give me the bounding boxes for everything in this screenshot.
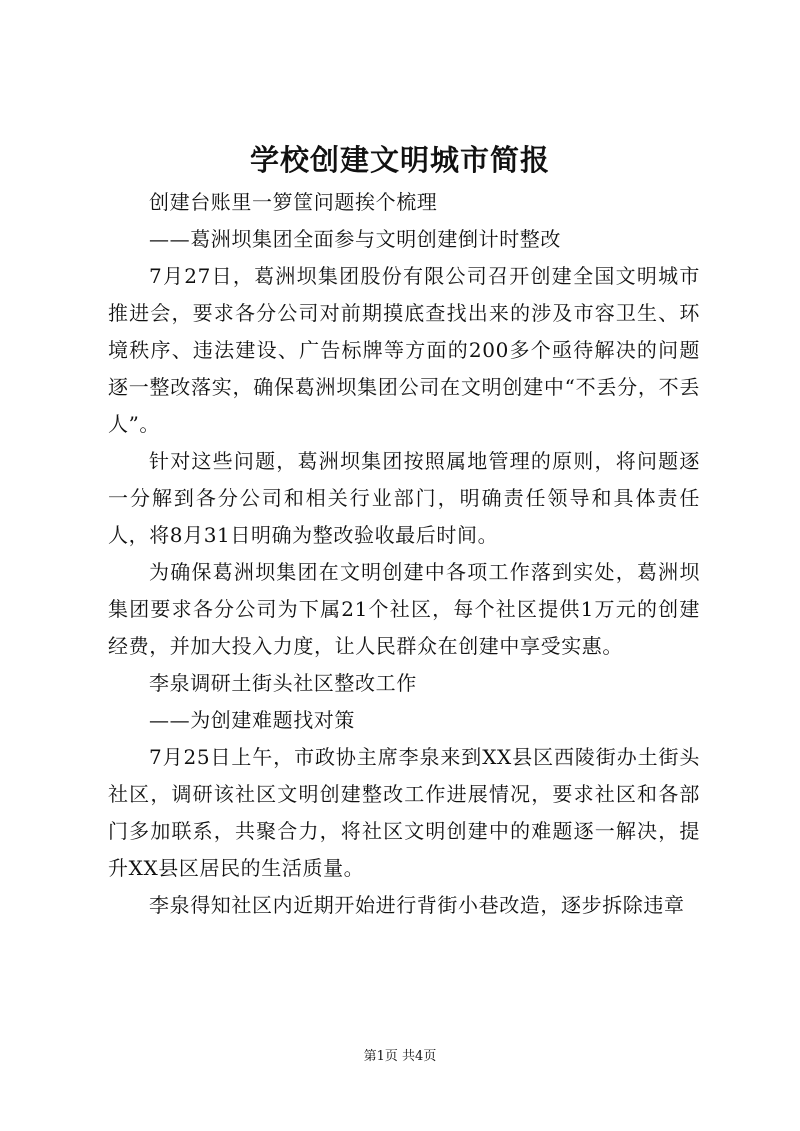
document-body <box>108 184 700 924</box>
subheading-1-sub: ——葛洲坝集团全面参与文明创建倒计时整改 <box>149 227 561 251</box>
subheading-1: 创建台账里一箩筐问题挨个梳理 <box>149 190 438 214</box>
page-footer: 第1页 共4页 <box>363 1049 437 1064</box>
paragraph: 7月27日，葛洲坝集团股份有限公司召开创建全国文明城市推进会，要求各分公司对前期摸底查找出来的涉及市容卫生、环境秩序、违法建设、广告标牌等方面的200多个亟待解决的问题逐一整改落实，确保葛洲坝集团公司在文明创建中“不丢分，不丢人”。 <box>108 264 700 436</box>
paragraph: 李泉得知社区内近期开始进行背街小巷改造，逐步拆除违章 <box>149 893 685 917</box>
paragraph: 针对这些问题，葛洲坝集团按照属地管理的原则，将问题逐一分解到各分公司和相关行业部门，明确责任领导和具体责任人，将8月31日明确为整改验收最后时间。 <box>108 449 700 547</box>
subheading-2: 李泉调研土街头社区整改工作 <box>149 671 417 695</box>
paragraph: 7月25日上午，市政协主席李泉来到XX县区西陵街办土街头社区，调研该社区文明创建整改工作进展情况，要求社区和各部门多加联系，共聚合力，将社区文明创建中的难题逐一解决，提升XX县区居民的生活质量。 <box>108 745 700 880</box>
document-title: 学校创建文明城市简报 <box>249 143 550 177</box>
paragraph: 为确保葛洲坝集团在文明创建中各项工作落到实处，葛洲坝集团要求各分公司为下属21个社区，每个社区提供1万元的创建经费，并加大投入力度，让人民群众在创建中享受实惠。 <box>108 560 700 658</box>
subheading-2-sub: ——为创建难题找对策 <box>149 708 355 732</box>
